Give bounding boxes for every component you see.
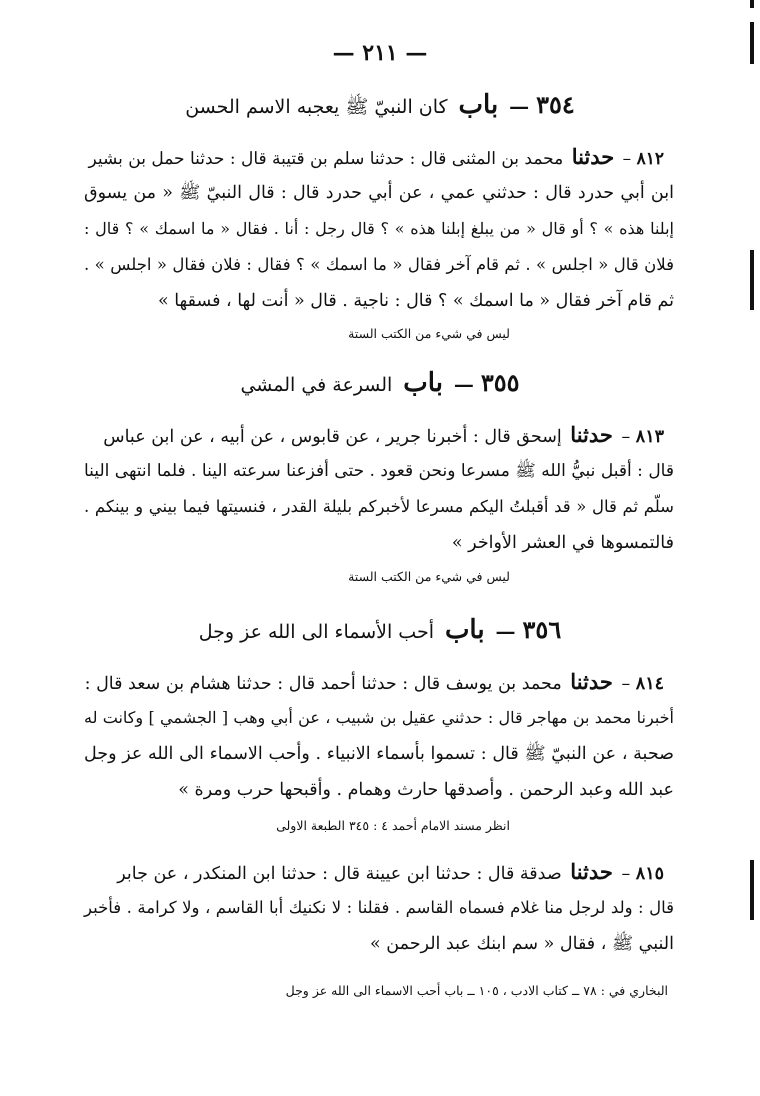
page-edge-mark: [750, 0, 754, 8]
chapter-number: ٣٥٤: [536, 90, 575, 119]
page-number: — ٢١١ —: [332, 40, 428, 66]
hadith-first-line: ٨١٤ – حدثنا محمد بن يوسف قال : حدثنا أحمد قال : حدثنا هشام بن سعد قال :: [84, 669, 664, 694]
chapter-title: أحب الأسماء الى الله عز وجل: [198, 621, 434, 643]
hadith-note: ليس في شيء من الكتب الستة: [348, 569, 510, 584]
hadith-line: قال : ولد لرجل منا غلام فسماه القاسم . فقلنا : لا نكنيك أبا القاسم ، ولا كرامة . فأخبر: [84, 898, 674, 917]
chapter-heading: ٣٥٥ — باب السرعة في المشي: [240, 368, 520, 398]
hadith-note: ليس في شيء من الكتب الستة: [348, 326, 510, 341]
hadith-line: عبد الله وعبد الرحمن . وأصدقها حارث وهمام . وأقبحها حرب ومرة »: [178, 780, 674, 800]
hadith-line: ثم قام آخر فقال « ما اسمك » ؟ قال : ناجية . قال « أنت لها ، فسقها »: [157, 291, 674, 311]
haddathana-word: حدثنا: [571, 144, 615, 169]
hadith-text: إسحق قال : أخبرنا جرير ، عن قابوس ، عن أبيه ، عن ابن عباس: [103, 427, 562, 447]
page-edge-mark: [750, 250, 754, 310]
hadith-line: أخبرنا محمد بن مهاجر قال : حدثني عقيل بن شبيب ، عن أبي وهب [ الجشمي ] وكانت له: [84, 708, 674, 727]
hadith-first-line: ٨١٢ – حدثنا محمد بن المثنى قال : حدثنا سلم بن قتيبة قال : حدثنا حمل بن بشير: [88, 144, 664, 169]
hadith-number: ٨١٢: [636, 149, 664, 169]
hadith-line: فلان قال « اجلس » . ثم قام آخر فقال « ما اسمك » ؟ فقال : فلان فقال « اجلس » .: [84, 255, 674, 274]
hadith-text: محمد بن يوسف قال : حدثنا أحمد قال : حدثنا هشام بن سعد قال :: [84, 674, 562, 694]
hadith-line: سلّم ثم قال « قد أقبلتُ اليكم مسرعا لأخبركم بليلة القدر ، فنسيتها فيما بيني و بينكم .: [84, 497, 674, 516]
bab-word: باب: [403, 368, 443, 398]
bab-word: باب: [444, 615, 485, 645]
chapter-title: كان النبيّ ﷺ يعجبه الاسم الحسن: [185, 96, 448, 118]
hadith-text: محمد بن المثنى قال : حدثنا سلم بن قتيبة قال : حدثنا حمل بن بشير: [88, 149, 564, 169]
chapter-heading: ٣٥٤ — باب كان النبيّ ﷺ يعجبه الاسم الحسن: [185, 90, 575, 120]
hadith-line: ابن أبي حدرد قال : حدثني عمي ، عن أبي حدرد قال : قال النبيّ ﷺ « من يسوق: [84, 183, 674, 203]
haddathana-word: حدثنا: [570, 859, 613, 884]
hadith-line: صحبة ، عن النبيّ ﷺ قال : تسموا بأسماء الانبياء . وأحب الاسماء الى الله عز وجل: [84, 744, 674, 764]
hadith-number: ٨١٤: [635, 674, 664, 694]
page-edge-mark: [750, 860, 754, 920]
hadith-first-line: ٨١٣ – حدثنا إسحق قال : أخبرنا جرير ، عن قابوس ، عن أبيه ، عن ابن عباس: [103, 422, 664, 447]
hadith-line: فالتمسوها في العشر الأواخر »: [451, 533, 674, 553]
hadith-number: ٨١٥: [635, 864, 664, 884]
haddathana-word: حدثنا: [570, 669, 613, 694]
chapter-title: السرعة في المشي: [240, 374, 393, 396]
hadith-first-line: ٨١٥ – حدثنا صدقة قال : حدثنا ابن عيينة قال : حدثنا ابن المنكدر ، عن جابر: [117, 859, 664, 884]
hadith-line: إبلنا هذه » ؟ أو قال « من يبلغ إبلنا هذه » ؟ قال رجل : أنا . فقال « ما اسمك » ؟ قال :: [84, 219, 674, 238]
chapter-number: ٣٥٦: [522, 615, 562, 644]
hadith-note: انظر مسند الامام أحمد ٤ : ٣٤٥ الطبعة الاولى: [276, 818, 510, 833]
hadith-note: البخاري في : ٧٨ ــ كتاب الادب ، ١٠٥ ــ باب أحب الاسماء الى الله عز وجل: [285, 983, 668, 998]
bab-word: باب: [458, 90, 499, 120]
hadith-text: صدقة قال : حدثنا ابن عيينة قال : حدثنا ابن المنكدر ، عن جابر: [117, 864, 562, 884]
chapter-number: ٣٥٥: [480, 368, 520, 397]
chapter-heading: ٣٥٦ — باب أحب الأسماء الى الله عز وجل: [198, 615, 562, 645]
haddathana-word: حدثنا: [570, 422, 613, 447]
hadith-line: قال : أقبل نبيُّ الله ﷺ مسرعا ونحن قعود . حتى أفزعنا سرعته الينا . فلما انتهى الينا: [84, 461, 674, 481]
hadith-line: النبي ﷺ ، فقال « سم ابنك عبد الرحمن »: [370, 934, 674, 954]
hadith-number: ٨١٣: [635, 427, 664, 447]
